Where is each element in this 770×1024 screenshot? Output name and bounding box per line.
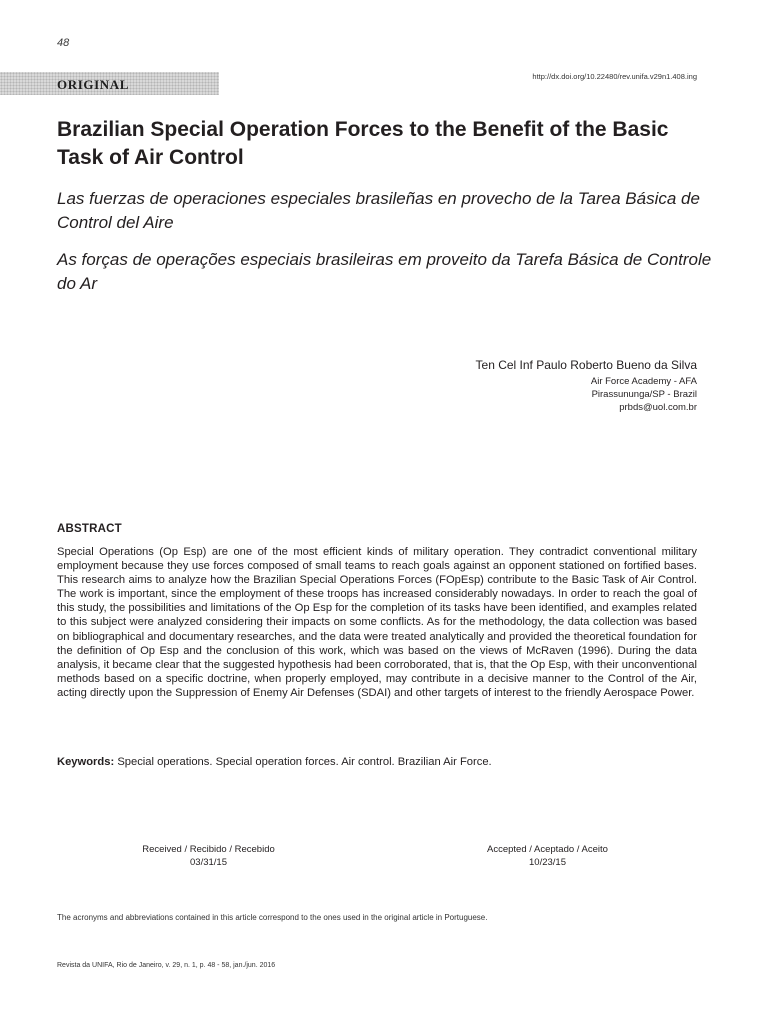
abstract-heading: ABSTRACT [57,523,122,535]
author-name: Ten Cel Inf Paulo Roberto Bueno da Silva [475,358,697,372]
page-number: 48 [57,37,70,49]
article-title-portuguese: As forças de operações especiais brasileiras em proveito da Tarefa Básica de Controle do Ar [57,250,712,293]
received-label: Received / Recibido / Recebido [142,844,275,855]
keywords-label: Keywords: [57,756,115,768]
author-affiliation: Air Force Academy - AFA [590,376,697,387]
article-title-english: Brazilian Special Operation Forces to the Benefit of the Basic Task of Air Control [57,118,669,169]
accepted-block [460,843,635,869]
keywords-text: Special operations. Special operation forces. Air control. Brazilian Air Force. [117,756,492,768]
author-location: Pirassununga/SP - Brazil [591,389,697,400]
article-title-spanish: Las fuerzas de operaciones especiales brasileñas en provecho de la Tarea Básica de Control del Aire [57,189,700,232]
received-date: 03/31/15 [190,857,227,868]
keywords [57,756,697,768]
author-email[interactable]: prbds@uol.com.br [619,402,697,413]
doi-link[interactable]: http://dx.doi.org/10.22480/rev.unifa.v29n1.408.ing [532,72,697,81]
abstract-body: Special Operations (Op Esp) are one of the most efficient kinds of military operation. They contradict conventional military employment because they use forces composed of small teams to reach goals against an opponent stationed on fortified bases. This research aims to analyze how the Brazilian Special Operations Forces (FOpEsp) contribute to the Basic Task of Air Control. The work is important, since the employment of these troops has increased considerably nowadays. In order to reach the goal of this study, the possibilities and limitations of the Op Esp for the completion of its tasks have been identified, and examples related to this subject were analyzed considering their impacts on some conflicts. As for the methodology, the data collection was based on bibliographical and documentary researches, and the data were treated analytically and provided the theoretical foundation for the definition of Op Esp and the conclusion of this work, which was based on the views of McRaven (1996). During the data analysis, it became clear that the suggested hypothesis had been corroborated, that is, that the Op Esp, with their unconventional methods based on a specific doctrine, when properly employed, may contribute in a decisive manner to the Control of the Air, acting directly upon the Suppression of Enemy Air Defenses (SDAI) and other targets of interest to the friendly Aerospace Power. [57,546,697,699]
received-block [121,843,296,869]
accepted-label: Accepted / Aceptado / Aceito [487,844,608,855]
accepted-date: 10/23/15 [529,857,566,868]
section-label: ORIGINAL [57,77,129,92]
journal-reference: Revista da UNIFA, Rio de Janeiro, v. 29, n. 1, p. 48 - 58, jan./jun. 2016 [57,962,276,969]
footnote: The acronyms and abbreviations contained in this article correspond to the ones used in the original article in Portuguese. [57,913,488,922]
